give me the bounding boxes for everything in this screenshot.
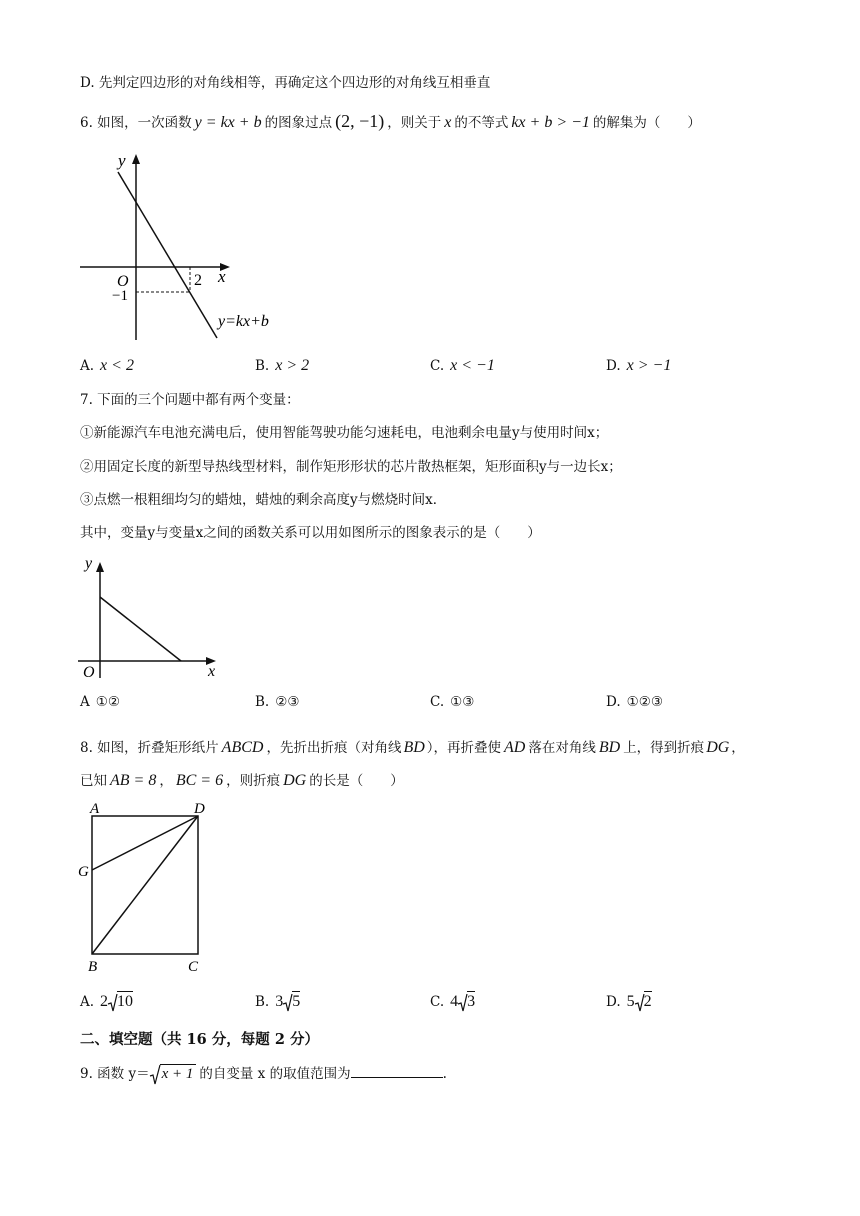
- q8-crease-dg: [92, 816, 198, 870]
- q7-origin-label: O: [83, 664, 95, 681]
- q8-option-c[interactable]: C. 4 3: [430, 992, 475, 1013]
- sqrt-sign-icon: [283, 993, 292, 1013]
- q8-label-b: B: [88, 959, 98, 975]
- q8-stem-line-1: 8. 如图，折叠矩形纸片 ABCD ，先折出折痕（对角线 BD ），再折叠使 AD 落在对角线 BD 上，得到折痕 DG ，: [80, 739, 745, 756]
- q7-decreasing-line: [100, 597, 181, 661]
- q8-stem-line-2: 已知 AB = 8 ， BC = 6 ，则折痕 DG 的长是（ ）: [80, 772, 404, 789]
- q7-item-2: ②用固定长度的新型导热线型材料，制作矩形形状的芯片散热框架，矩形面积y与一边长x；: [80, 459, 622, 475]
- q6-option-a[interactable]: A. x < 2: [80, 357, 134, 374]
- q6-origin-label: O: [117, 273, 129, 290]
- q7-graph: [70, 552, 270, 682]
- q6-y-arrow: [132, 154, 140, 164]
- q7-option-a[interactable]: A ①②: [80, 694, 120, 710]
- q5-option-d: D. 先判定四边形的对角线相等，再确定这个四边形的对角线互相垂直: [80, 75, 491, 91]
- q7-option-c[interactable]: C. ①③: [430, 694, 475, 710]
- q6-stem: 6. 如图，一次函数 y = kx + b 的图象过点 (2, −1) ，则关于 x 的不等式 kx + b > −1 的解集为（ ）: [80, 111, 701, 131]
- q6-y-label: y: [118, 151, 126, 170]
- q7-x-label: x: [208, 663, 216, 680]
- q6-graph: [70, 148, 330, 348]
- q8-option-b[interactable]: B. 3 5: [255, 992, 300, 1013]
- q6-option-d[interactable]: D. x > −1: [606, 357, 672, 374]
- sqrt-sign-icon: [635, 993, 644, 1013]
- q7-question: 其中，变量y与变量x之间的函数关系可以用如图所示的图象表示的是（ ）: [80, 525, 541, 541]
- q6-tick-y-label: −1: [112, 288, 128, 304]
- q8-label-d: D: [194, 801, 205, 817]
- q9-stem: 9. 函数 y＝ x + 1 的自变量 x 的取值范围为 .: [80, 1063, 447, 1085]
- q7-option-b[interactable]: B. ②③: [255, 694, 300, 710]
- q8-label-g: G: [78, 864, 89, 880]
- q6-tick-x-label: 2: [194, 272, 202, 289]
- q8-label-a: A: [90, 801, 100, 817]
- q8-option-a[interactable]: A. 2 10: [80, 992, 133, 1013]
- sqrt-sign-icon: [458, 993, 467, 1013]
- q6-line-label: y=kx+b: [218, 313, 269, 330]
- section-2-heading: 二、填空题（共 16 分，每题 2 分）: [80, 1031, 319, 1048]
- q8-figure: [70, 798, 230, 978]
- q7-option-d[interactable]: D. ①②③: [606, 694, 663, 710]
- q7-y-arrow: [96, 562, 104, 572]
- q7-y-label: y: [85, 555, 93, 572]
- q7-item-1: ①新能源汽车电池充满电后，使用智能驾驶功能匀速耗电，电池剩余电量y与使用时间x；: [80, 425, 609, 441]
- q6-function-line: [118, 172, 217, 338]
- q9-answer-blank[interactable]: [351, 1063, 443, 1078]
- sqrt-sign-icon: [150, 1064, 160, 1085]
- q6-option-c[interactable]: C. x < −1: [430, 357, 495, 374]
- q7-item-3: ③点燃一根粗细均匀的蜡烛，蜡烛的剩余高度y与燃烧时间x．: [80, 492, 447, 508]
- q6-option-b[interactable]: B. x > 2: [255, 357, 310, 374]
- q7-intro: 7. 下面的三个问题中都有两个变量：: [80, 392, 300, 408]
- q6-x-label: x: [218, 267, 226, 286]
- q8-diagonal-bd: [92, 816, 198, 954]
- q8-option-d[interactable]: D. 5 2: [606, 992, 652, 1013]
- sqrt-sign-icon: [108, 993, 117, 1013]
- q8-label-c: C: [188, 959, 199, 975]
